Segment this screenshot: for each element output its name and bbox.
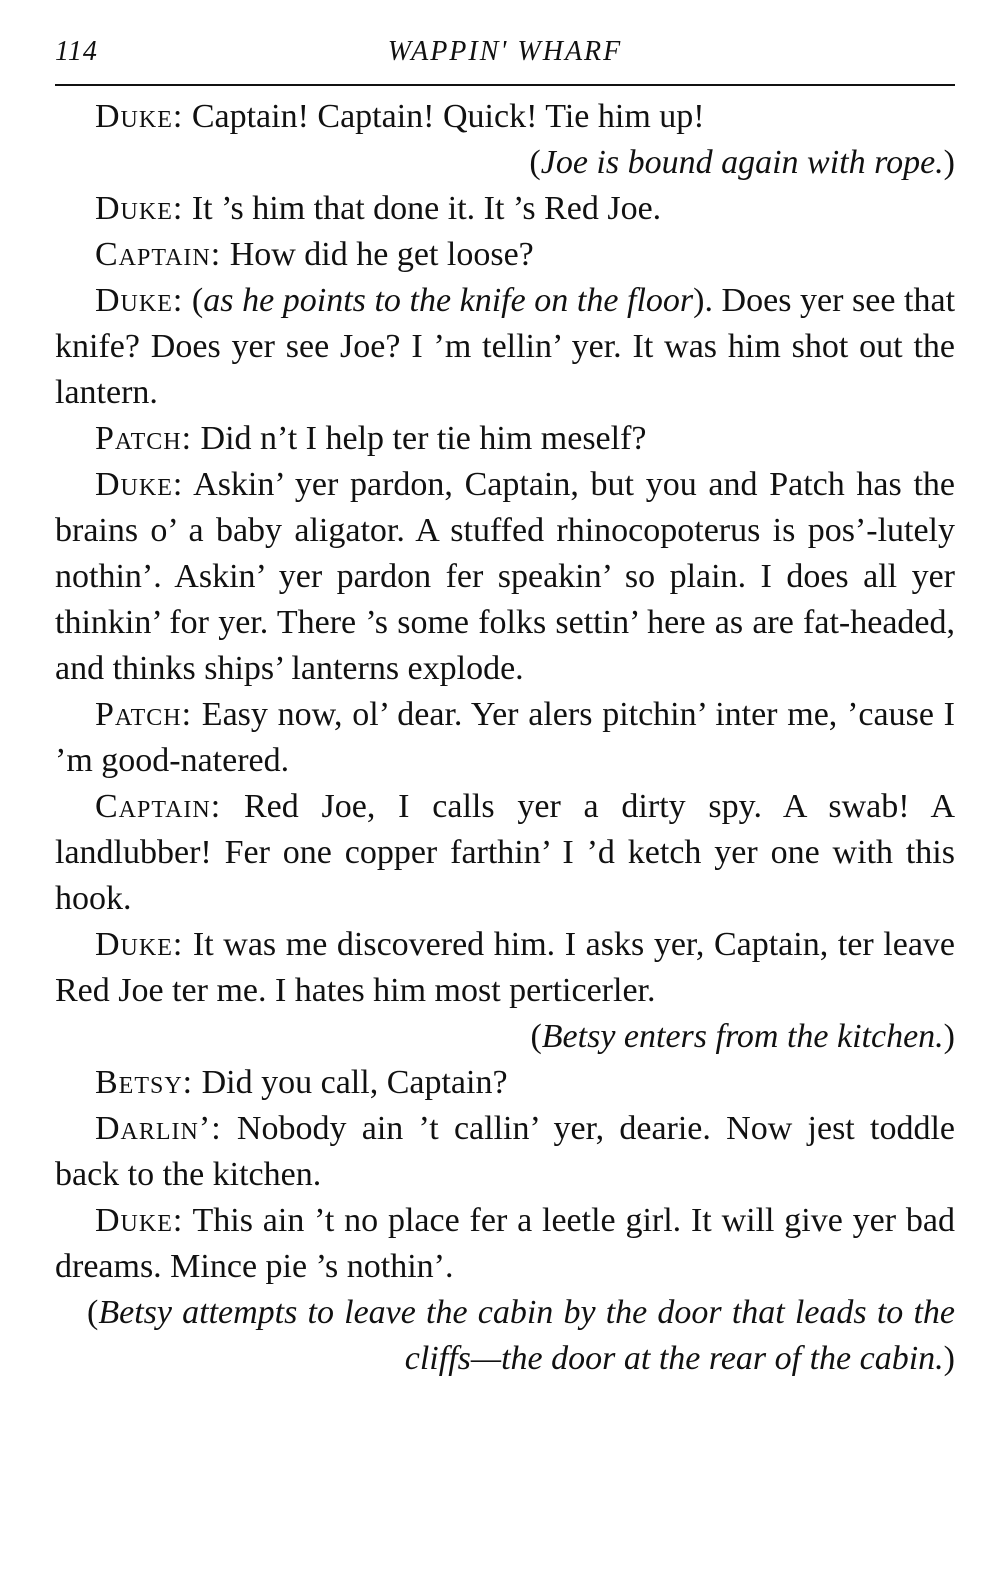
dialogue-line	[55, 1198, 955, 1290]
dialogue-line	[55, 1106, 955, 1198]
speaker-name: Duke:	[95, 466, 184, 503]
dialogue-text: Did you call, Captain?	[193, 1064, 508, 1101]
dialogue-line	[55, 784, 955, 922]
dialogue-text: Askin’ yer pardon, Captain, but you and Patch has the brains o’ a baby aligator. A stuffed rhinocopoterus is pos’-lutely nothin’. Askin’ yer pardon fer speakin’ so plain. I does all yer thinkin’ for yer. There ’s some folks settin’ here as are fat-headed, and thinks ships’ lanterns explode.	[55, 466, 955, 687]
dialogue-line	[55, 186, 955, 232]
dialogue-line	[55, 416, 955, 462]
dialogue-line: Duke: (as he points to the knife on the floor). Does yer see that knife? Does yer see Joe? I ’m tellin’ yer. It was him shot out the lantern.	[55, 282, 956, 411]
speaker-name: Duke:	[95, 282, 184, 319]
page-number: 114	[55, 36, 98, 67]
speaker-name: Darlin’:	[95, 1110, 222, 1147]
dialogue-text: Red Joe, I calls yer a dirty spy. A swab! A landlubber! Fer one copper farthin’ I ’d ketch yer one with this hook.	[55, 788, 955, 917]
speaker-name: Duke:	[95, 926, 184, 963]
speaker-name: Duke:	[95, 98, 184, 135]
stage-direction: (Betsy enters from the kitchen.)	[530, 1018, 955, 1055]
dialogue-text: It ’s him that done it. It ’s Red Joe.	[183, 190, 662, 227]
running-head	[55, 30, 955, 78]
speaker-name: Patch:	[95, 696, 193, 733]
dialogue-text: This ain ’t no place fer a leetle girl. It will give yer bad dreams. Mince pie ’s nothin’.	[55, 1202, 955, 1285]
dialogue-text: Easy now, ol’ dear. Yer alers pitchin’ inter me, ’cause I ’m good-natered.	[55, 696, 955, 779]
dialogue-line	[55, 1060, 955, 1106]
speaker-name: Duke:	[95, 1202, 184, 1239]
running-title: WAPPIN' WHARF	[387, 36, 623, 67]
dialogue-line	[55, 462, 955, 692]
dialogue-line	[55, 692, 955, 784]
dialogue-line	[55, 232, 955, 278]
dialogue-text: Did n’t I help ter tie him meself?	[192, 420, 647, 457]
speaker-name: Duke:	[95, 190, 184, 227]
dialogue-text: It was me discovered him. I asks yer, Captain, ter leave Red Joe ter me. I hates him most perticerler.	[55, 926, 955, 1009]
stage-direction-text: Betsy attempts to leave the cabin by the door that leads to the cliffs—the door at the rear of the cabin.	[98, 1294, 955, 1377]
play-text	[55, 94, 955, 1382]
dialogue-text: . Does yer see that knife? Does yer see Joe? I ’m tellin’ yer. It was him shot out the lantern.	[55, 282, 956, 411]
stage-direction-text: Joe is bound again with rope.	[540, 144, 944, 181]
speaker-name: Captain:	[95, 788, 222, 825]
book-page	[55, 30, 955, 1382]
speaker-name: Betsy:	[95, 1064, 194, 1101]
dialogue-text: Nobody ain ’t callin’ yer, dearie. Now jest toddle back to the kitchen.	[55, 1110, 955, 1193]
speaker-name: Captain:	[95, 236, 222, 273]
stage-direction: (Betsy attempts to leave the cabin by the door that leads to the cliffs—the door at the rear of the cabin.)	[87, 1294, 955, 1377]
speaker-name: Patch:	[95, 420, 193, 457]
stage-direction: (Joe is bound again with rope.)	[529, 144, 955, 181]
dialogue-line	[55, 94, 955, 140]
inline-stage-direction: as he points to the knife on the floor	[203, 282, 694, 319]
header-rule	[55, 84, 955, 86]
dialogue-text: How did he get loose?	[221, 236, 534, 273]
dialogue-text: Captain! Captain! Quick! Tie him up!	[183, 98, 705, 135]
stage-direction-text: Betsy enters from the kitchen.	[541, 1018, 944, 1055]
dialogue-line	[55, 922, 955, 1014]
